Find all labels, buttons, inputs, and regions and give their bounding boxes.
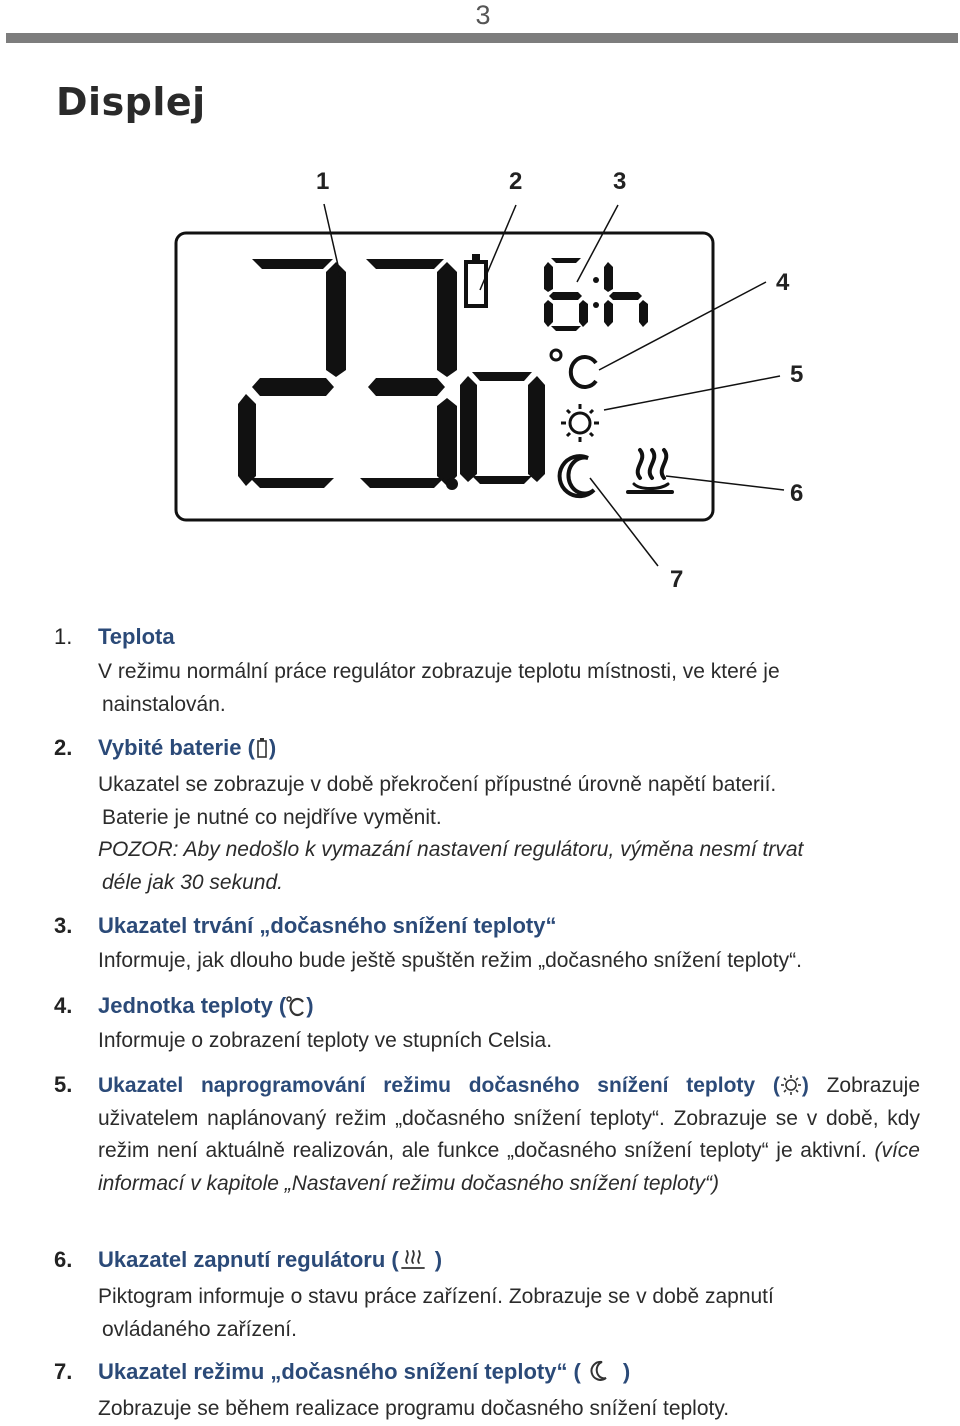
callout-3: 3 [613,168,627,195]
warning-line: POZOR: Aby nedošlo k vymazání nastavení regulátoru, výměna nesmí trvat [98,838,804,861]
title-text: Ukazatel zapnutí regulátoru ( [98,1247,399,1272]
battery-icon [466,254,486,306]
title-text: Jednotka teploty ( [98,993,287,1018]
moon-icon [560,456,594,496]
item-number: 7. [54,1359,73,1384]
item-number: 6. [54,1247,73,1272]
item-number: 4. [54,993,73,1018]
title-text: Vybité baterie ( [98,735,255,760]
callout-4: 4 [776,269,790,296]
body-line: ovládaného zařízení. [102,1317,297,1341]
item-body [98,945,920,978]
item-title [98,1247,442,1273]
body-text: uživatelem naplánovaný režim „dočasného snížení teploty“. Zobrazuje se v době, kdy režim není aktuálně realizován, ale funkce „dočasného snížení teploty“ je aktivní. [98,1106,920,1162]
page-number: 3 [475,0,491,30]
warning-line: déle jak 30 sekund. [102,870,283,894]
battery-icon [255,737,269,759]
digit-2 [238,259,346,488]
callout-2: 2 [509,168,523,195]
body-line: Informuje, jak dlouho bude ještě spuštěn režim „dočasného snížení teploty“. [98,949,802,972]
digit-3 [360,259,457,488]
title-text: ) [622,1359,631,1384]
sun-icon [780,1074,802,1096]
item-title [98,993,314,1019]
page-title: Displej [56,80,206,124]
duration-digits [544,258,648,331]
body-line: V režimu normální práce regulátor zobrazuje teplotu místnosti, ve které je [98,660,780,683]
title-text: ) [268,735,277,760]
item-body [98,1281,920,1346]
item-number: 1. [54,624,73,649]
decimal-point [446,478,458,490]
item-title: Ukazatel naprogramování režimu dočasného snížení teploty ( [98,1074,780,1097]
title-text: ) [434,1247,443,1272]
item-title: Teplota [98,624,175,649]
body-line: Piktogram informuje o stavu práce zařízení. Zobrazuje se v době zapnutí [98,1285,774,1308]
callout-7: 7 [670,566,684,593]
callout-1: 1 [316,168,330,195]
callout-6: 6 [790,480,804,507]
body-line: nainstalován. [102,692,226,716]
lcd-illustration [0,150,960,610]
body-line: Informuje o zobrazení teploty ve stupních Celsia. [98,1029,553,1052]
item-title: Ukazatel trvání „dočasného snížení teploty“ [98,913,557,938]
header-rule [6,33,958,43]
item-body [98,769,920,899]
moon-icon [589,1359,613,1383]
digit-0 [460,372,545,484]
title-text: Ukazatel režimu „dočasného snížení teploty“ ( [98,1359,581,1384]
body-line: Ukazatel se zobrazuje v době překročení přípustné úrovně napětí baterií. [98,773,777,796]
sun-icon [561,404,599,442]
heating-icon [399,1247,427,1271]
body-line: Zobrazuje se během realizace programu dočasného snížení teploty. [98,1397,730,1420]
title-text: ) [306,993,314,1018]
item-title [98,1359,630,1385]
celsius-icon [551,350,596,387]
item-body [98,1025,920,1058]
item-number: 5. [54,1072,73,1097]
item-body [98,1070,920,1200]
body-first: Zobrazuje [826,1074,920,1097]
item-body [98,656,920,721]
callout-5: 5 [790,361,804,388]
reference-note: (více informací v kapitole „Nastavení režimu dočasného snížení teploty“) [98,1139,920,1195]
celsius-icon [286,995,306,1017]
item-title-end: ) [801,1074,809,1097]
item-number: 2. [54,735,73,760]
body-line: Baterie je nutné co nejdříve vyměnit. [102,805,442,829]
item-number: 3. [54,913,73,938]
item-body [98,1393,920,1426]
item-title [98,735,276,761]
display-diagram [0,150,960,610]
heating-icon [628,450,672,492]
